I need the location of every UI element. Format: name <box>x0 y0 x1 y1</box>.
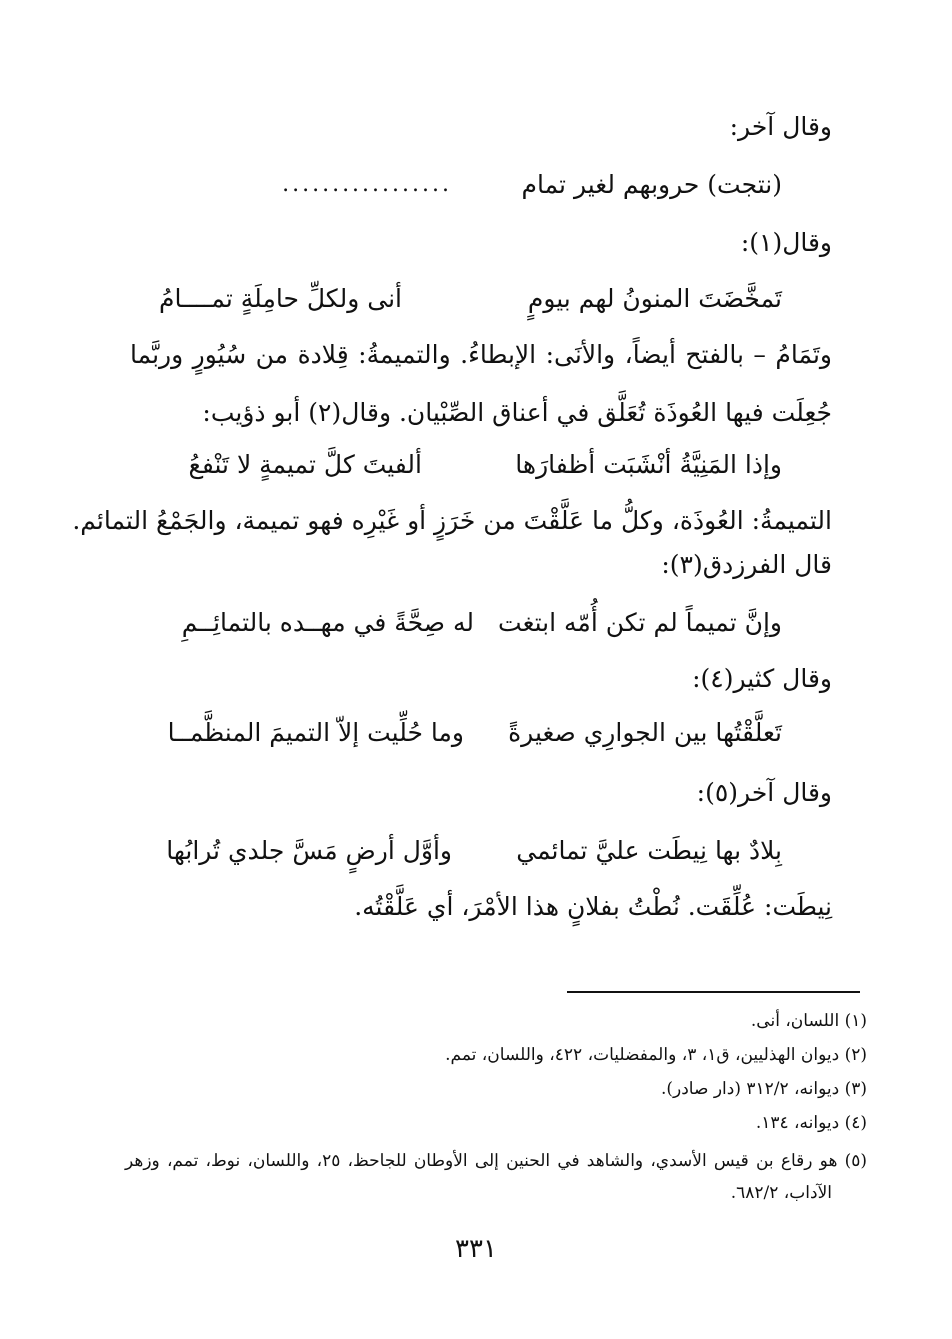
text-line: قال الفرزدق(٣): <box>661 550 832 579</box>
text-line: التميمةُ: العُوذَة، وكلُّ ما عَلَّقْتَ من خَرَزٍ أو غَيْرِه فهو تميمة، والجَمْعُ التمائم. <box>72 506 832 535</box>
verse-hemistich-second: أنى ولكلِّ حامِلَةٍ تمــــامُ <box>159 284 402 313</box>
page-number: ٣٣١ <box>455 1234 497 1264</box>
verse-elided-dots: ................. <box>282 172 452 197</box>
footnote-continuation: الآداب، ٦٨٢/٢. <box>730 1183 832 1203</box>
text-line: وقال كثير(٤): <box>692 664 832 693</box>
verse-hemistich-second: وما حُلِّيت إلاّ التميمَ المنظَّمــا <box>167 718 464 747</box>
verse-hemistich-first: تَمخَّضَتَ المنونُ لهم بيومٍ <box>527 284 782 313</box>
footnote: (٤) ديوانه، ١٣٤. <box>755 1113 867 1133</box>
footnote: (٥) هو رقاع بن قيس الأسدي، والشاهد في الحنين إلى الأوطان للجاحظ، ٢٥، واللسان، نوط، تمم، وزهر <box>125 1151 867 1171</box>
verse-hemistich-first: وإنَّ تميماً لم تكن أُمّه ابتغت <box>498 608 782 637</box>
verse-hemistich-first: وإذا المَنِيَّةُ أنْشَبَت أظفارَها <box>515 450 782 479</box>
text-line: وقال(١): <box>740 228 832 257</box>
text-line: وقال آخر: <box>729 112 832 141</box>
footnote: (٣) ديوانه، ٣١٢/٢ (دار صادر). <box>660 1079 867 1099</box>
text-line: وقال آخر(٥): <box>696 778 832 807</box>
verse-hemistich-first: (نتجت) حروبهم لغير تمام <box>521 170 782 199</box>
verse-hemistich-first: تَعلَّقْتُها بين الجوارِي صغيرةً <box>508 718 782 747</box>
verse-hemistich-second: وأوَّل أرضٍ مَسَّ جلدي تُرابُها <box>166 836 452 865</box>
footnote-separator <box>567 991 860 993</box>
text-line: وتَمَامُ – بالفتح أيضاً، والأنَى: الإبطاءُ. والتميمةُ: قِلادة من سُيُورٍ وربَّما <box>130 340 832 369</box>
verse-hemistich-second: له صِحَّةً في مهــده بالتمائِــمِ <box>181 608 474 637</box>
footnote: (١) اللسان، أنى. <box>750 1011 867 1031</box>
text-line: نِيطَت: عُلِّقَت. نُطْتُ بفلانٍ هذا الأمْرَ، أي عَلَّقْتُه. <box>354 892 832 921</box>
text-line: جُعِلَت فيها العُوذَة تُعَلَّق في أعناق الصِّبْيان. وقال(٢) أبو ذؤيب: <box>202 398 832 427</box>
verse-hemistich-first: بِلادٌ بها نِيطَت عليَّ تمائمي <box>516 836 782 865</box>
footnote: (٢) ديوان الهذليين، ق١، ٣، والمفضليات، ٤٢٢، واللسان، تمم. <box>445 1045 867 1065</box>
verse-hemistich-second: ألفيتَ كلَّ تميمةٍ لا تَنْفعُ <box>188 450 422 479</box>
